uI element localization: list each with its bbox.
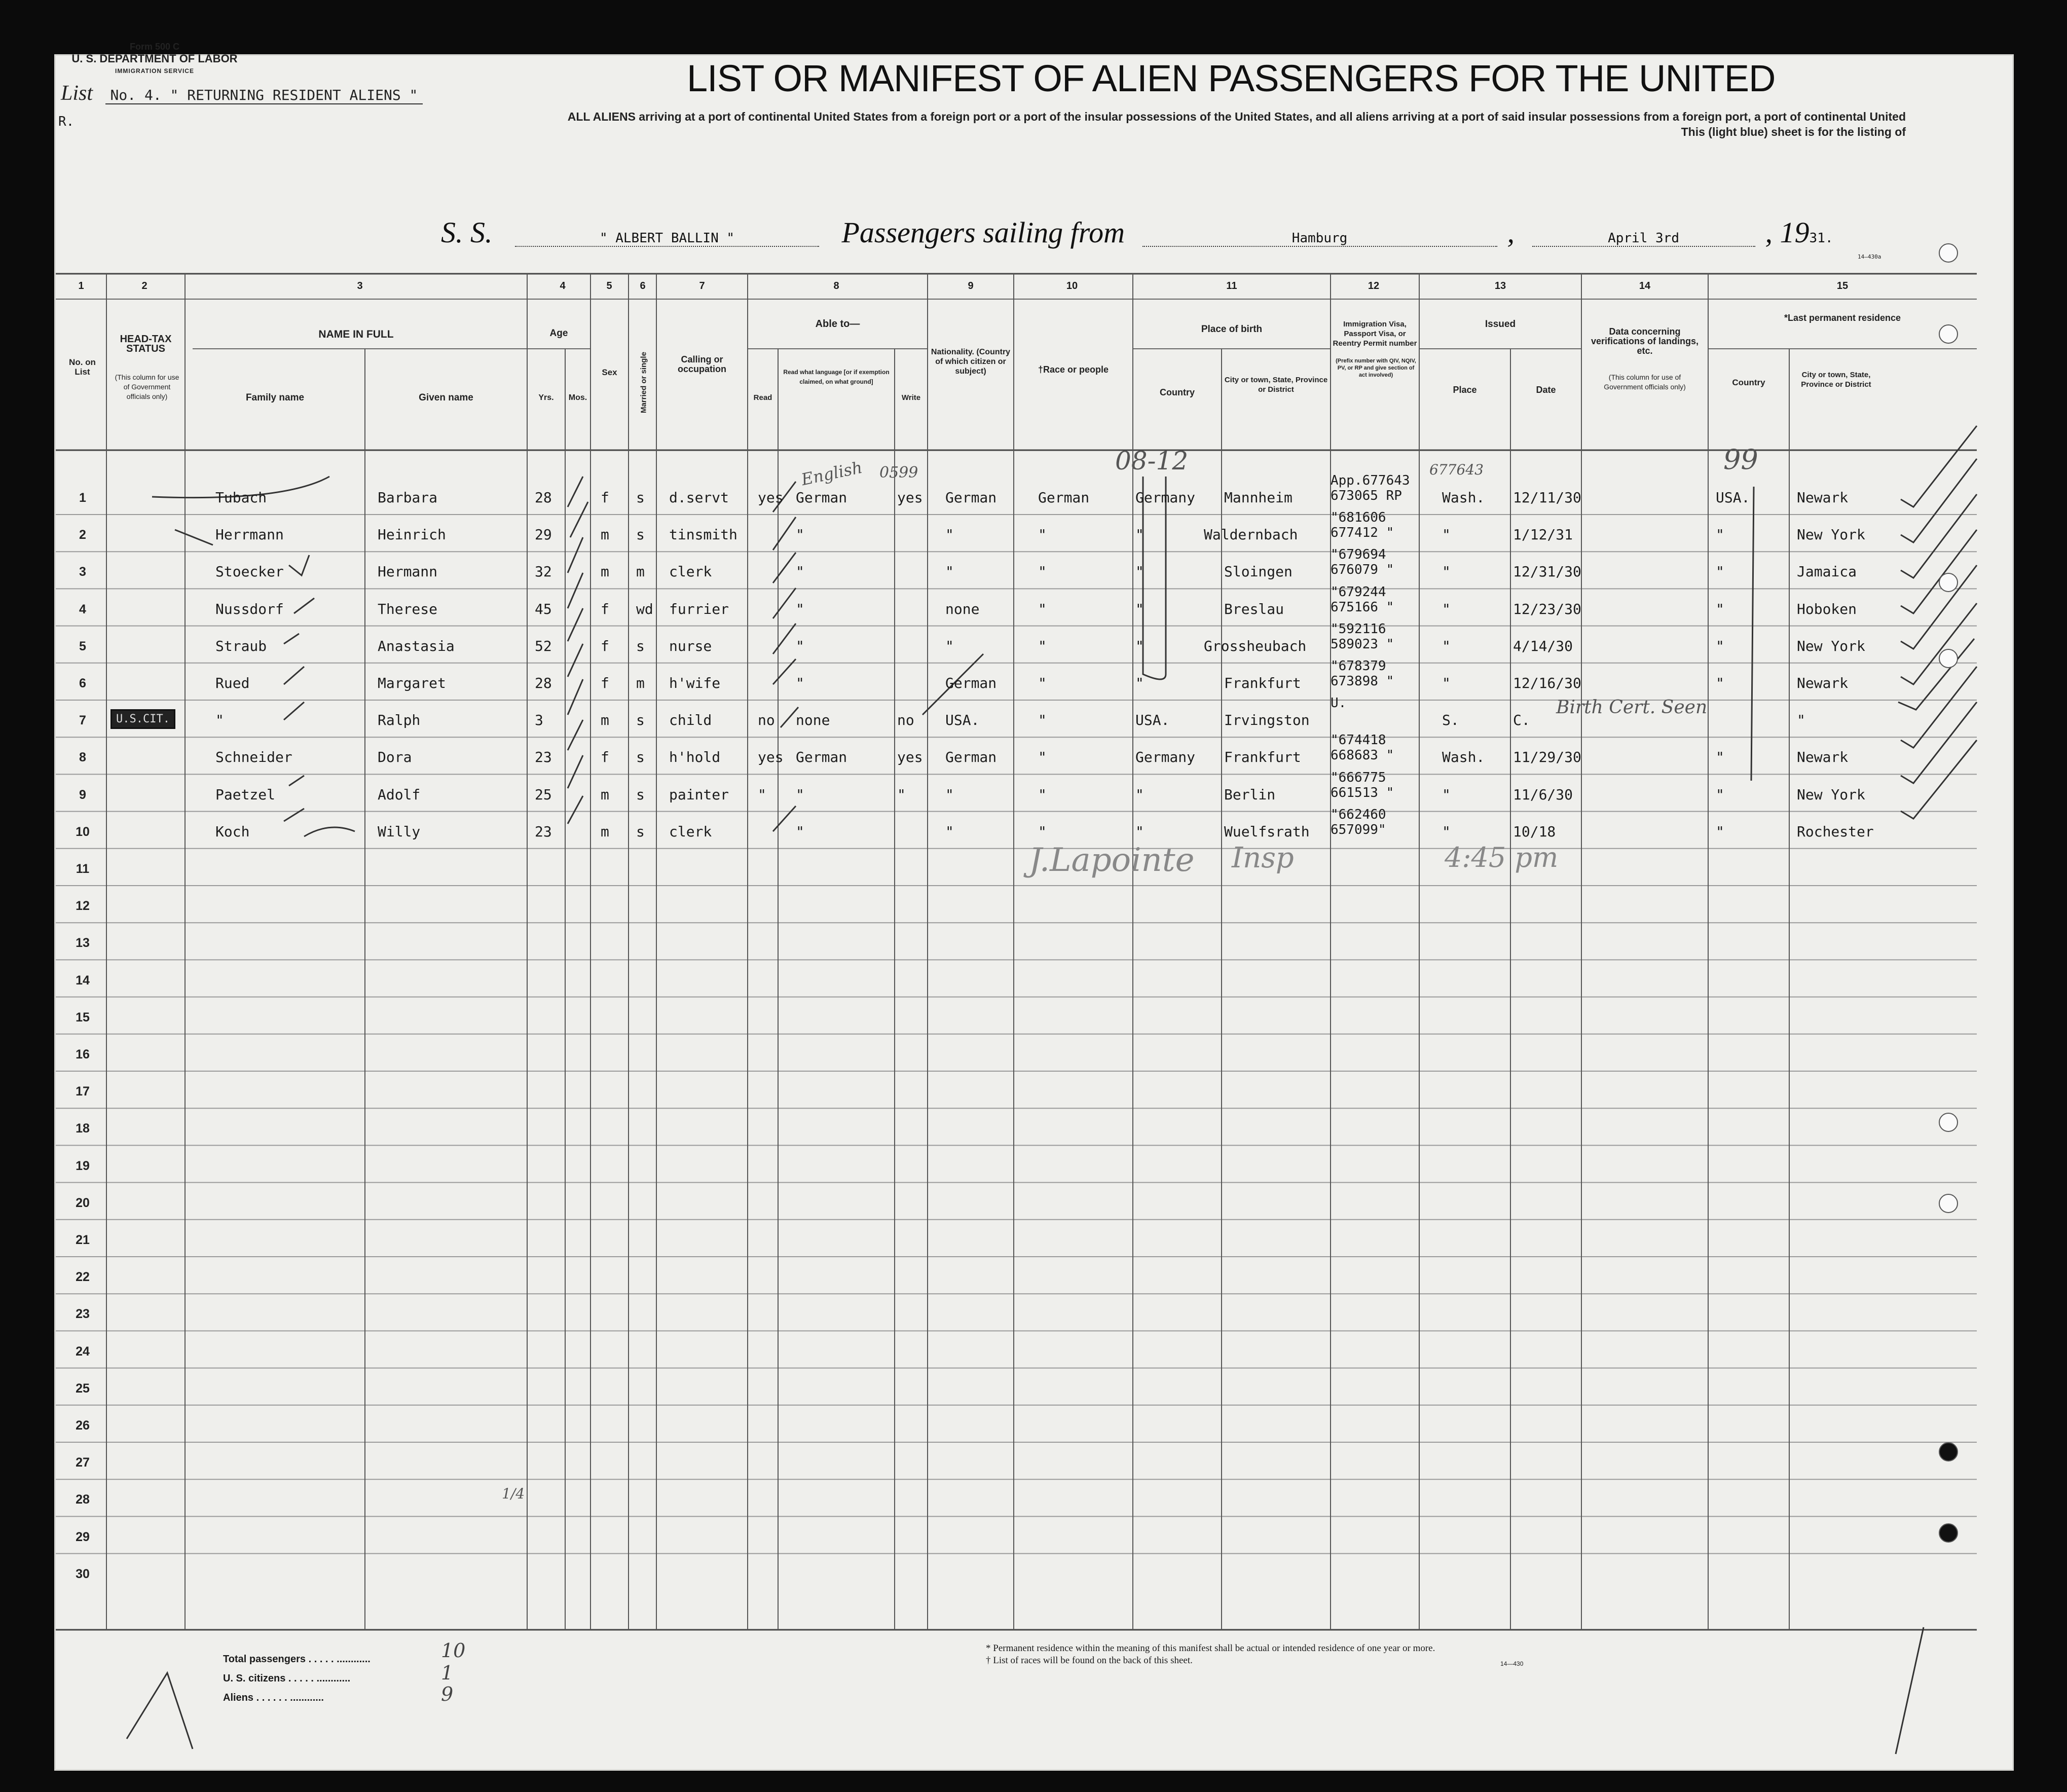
visa-number-cell: "592116 589023 "	[1331, 621, 1394, 652]
visa-number-cell: "681606 677412 "	[1331, 510, 1394, 541]
nationality-cell: German	[945, 489, 997, 506]
header-verifications-note: (This column for use of Government officials only)	[1604, 373, 1686, 391]
birth-city-cell: Breslau	[1224, 600, 1284, 617]
header-visa-note: (Prefix number with QIV, NQIV, PV, or RP and give section of act involved)	[1336, 358, 1416, 378]
nationality-cell: "	[945, 637, 954, 654]
residence-country-cell: "	[1716, 786, 1724, 803]
sex-cell: f	[601, 675, 609, 691]
sex-cell: f	[601, 600, 609, 617]
residence-country-cell: "	[1716, 749, 1724, 766]
row-number: 1	[79, 491, 86, 505]
row-number: 18	[76, 1121, 90, 1136]
issue-place-cell: "	[1442, 675, 1451, 691]
row-number: 14	[76, 973, 90, 988]
family-name-cell: Koch	[215, 823, 250, 840]
sex-cell: f	[601, 637, 609, 654]
birth-country-cell: USA.	[1135, 712, 1170, 729]
given-name-cell: Anastasia	[378, 637, 455, 654]
given-name-cell: Therese	[378, 600, 438, 617]
can-write-cell: yes	[897, 749, 923, 766]
list-label: List	[61, 82, 93, 105]
residence-city-cell: Rochester	[1797, 823, 1874, 840]
subtitle-line-1: ALL ALIENS arriving at a port of continental United States from a foreign port or a port of the insular possessions of the United States, and all aliens arriving at a port of said insular possessions from a foreign port, a port of continental United	[567, 110, 1906, 123]
row-number: 15	[76, 1010, 90, 1025]
issue-place-cell: "	[1442, 823, 1451, 840]
row-number: 28	[76, 1492, 90, 1507]
can-read-cell: no	[758, 712, 775, 729]
sex-cell: m	[601, 823, 609, 840]
hand-08-12: 08-12	[1115, 446, 1189, 476]
row-number: 27	[76, 1455, 90, 1470]
nationality-cell: "	[945, 823, 954, 840]
head-tax-stamp: U.S.CIT.	[110, 709, 175, 729]
residence-city-cell: Newark	[1797, 675, 1849, 691]
row-number: 10	[76, 824, 90, 839]
binder-hole	[1939, 573, 1958, 592]
visa-number-cell: "674418 668683 "	[1331, 733, 1394, 763]
header-residence-city: City or town, State, Province or District	[1801, 371, 1871, 389]
colnum-10: 10	[1066, 280, 1078, 291]
issue-date-cell: 11/6/30	[1513, 786, 1573, 803]
departure-date: April 3rd	[1532, 231, 1755, 247]
hand-insp: Insp	[1232, 842, 1294, 874]
read-language-cell: "	[796, 637, 804, 654]
row-number: 30	[76, 1566, 90, 1581]
age-years-cell: 28	[535, 675, 552, 691]
issue-place-cell: S.	[1442, 712, 1459, 729]
header-age-mos: Mos.	[568, 393, 587, 402]
header-residence-country: Country	[1732, 378, 1765, 387]
row-number: 17	[76, 1084, 90, 1099]
header-head-tax-note: (This column for use of Government officials only)	[115, 373, 179, 400]
family-name-cell: Rued	[215, 675, 250, 691]
can-read-cell: "	[758, 786, 766, 803]
issue-date-cell: 12/31/30	[1513, 563, 1581, 580]
occupation-cell: h'wife	[669, 675, 721, 691]
departure-port: Hamburg	[1142, 231, 1497, 247]
issue-date-cell: 10/18	[1513, 823, 1556, 840]
age-years-cell: 32	[535, 563, 552, 580]
service-name: IMMIGRATION SERVICE	[115, 67, 194, 75]
issue-place-cell: Wash.	[1442, 489, 1485, 506]
family-name-cell: Stoecker	[215, 563, 284, 580]
given-name-cell: Barbara	[378, 489, 438, 506]
colnum-15: 15	[1836, 280, 1849, 291]
header-birth-city: City or town, State, Province or District	[1224, 376, 1328, 394]
row-number: 16	[76, 1047, 90, 1062]
row-number: 22	[76, 1270, 90, 1285]
issue-date-cell: 1/12/31	[1513, 526, 1573, 543]
family-name-cell: Tubach	[215, 489, 267, 506]
row-number: 25	[76, 1381, 90, 1396]
occupation-cell: h'hold	[669, 749, 721, 766]
birth-city-cell: Berlin	[1224, 786, 1276, 803]
colnum-13: 13	[1494, 280, 1506, 291]
birth-country-cell: "	[1135, 675, 1144, 691]
read-language-cell: "	[796, 600, 804, 617]
colnum-2: 2	[141, 280, 147, 291]
read-language-cell: "	[796, 786, 804, 803]
side-code: 14—430a	[1858, 253, 1881, 260]
header-name-in-full: NAME IN FULL	[318, 328, 394, 340]
header-no-on-list: No. on List	[69, 357, 96, 377]
form-identifier	[58, 41, 251, 77]
sex-cell: m	[601, 563, 609, 580]
binder-hole	[1939, 649, 1958, 668]
read-language-cell: "	[796, 675, 804, 691]
age-years-cell: 25	[535, 786, 552, 803]
family-name-cell: "	[215, 712, 224, 729]
race-cell: "	[1038, 823, 1047, 840]
birth-city-cell: Frankfurt	[1224, 749, 1301, 766]
form-number: Form 500 C	[129, 42, 180, 52]
age-years-cell: 29	[535, 526, 552, 543]
residence-city-cell: New York	[1797, 786, 1865, 803]
sex-cell: m	[601, 712, 609, 729]
birth-city-cell: Sloingen	[1224, 563, 1293, 580]
subtitle-line-2: This (light blue) sheet is for the listing of	[1681, 125, 1906, 138]
residence-country-cell: "	[1716, 563, 1724, 580]
family-name-cell: Schneider	[215, 749, 292, 766]
year-prefix: 19	[1780, 216, 1810, 249]
sex-cell: f	[601, 489, 609, 506]
read-language-cell: "	[796, 563, 804, 580]
race-cell: "	[1038, 526, 1047, 543]
hand-birth-cert: Birth Cert. Seen	[1556, 697, 1708, 718]
issue-place-cell: "	[1442, 526, 1451, 543]
given-name-cell: Heinrich	[378, 526, 446, 543]
residence-city-cell: Hoboken	[1797, 600, 1857, 617]
binder-hole	[1939, 243, 1958, 263]
age-years-cell: 23	[535, 823, 552, 840]
header-read-language: Read what language [or if exemption claimed, on what ground]	[783, 369, 890, 385]
row-number: 19	[76, 1158, 90, 1173]
can-read-cell: yes	[758, 749, 784, 766]
header-place-of-birth: Place of birth	[1201, 324, 1263, 335]
read-language-cell: German	[796, 489, 847, 506]
header-age-yrs: Yrs.	[538, 393, 554, 402]
issue-place-cell: Wash.	[1442, 749, 1485, 766]
birth-city-cell: Irvingston	[1224, 712, 1310, 729]
marital-status-cell: s	[636, 712, 645, 729]
ss-label: S. S.	[441, 216, 493, 249]
header-write: Write	[901, 393, 921, 402]
colnum-8: 8	[833, 280, 839, 291]
list-line	[61, 81, 423, 105]
race-cell: "	[1038, 637, 1047, 654]
header-able-to: Able to—	[815, 318, 860, 330]
manifest-sheet	[56, 56, 2012, 1769]
nationality-cell: "	[945, 786, 954, 803]
header-visa: Immigration Visa, Passport Visa, or Reentry Permit number	[1333, 320, 1417, 348]
birth-city-cell: Frankfurt	[1224, 675, 1301, 691]
nationality-cell: USA.	[945, 712, 980, 729]
read-language-cell: "	[796, 526, 804, 543]
read-language-cell: none	[796, 712, 830, 729]
colnum-12: 12	[1368, 280, 1380, 291]
birth-city-cell: Mannheim	[1224, 489, 1293, 506]
residence-city-cell: "	[1797, 712, 1805, 729]
footnote-races: † List of races will be found on the back of this sheet.	[986, 1655, 1193, 1666]
colnum-14: 14	[1639, 280, 1651, 291]
can-write-cell: no	[897, 712, 914, 729]
hand-0599: 0599	[879, 464, 918, 482]
header-nationality: Nationality. (Country of which citizen or subject)	[931, 348, 1011, 376]
issue-date-cell: C.	[1513, 712, 1530, 729]
visa-number-cell: App.677643 673065 RP	[1331, 473, 1410, 503]
footnote-residence: * Permanent residence within the meaning of this manifest shall be actual or intended residence of one year or more.	[986, 1643, 1435, 1654]
issue-place-cell: "	[1442, 786, 1451, 803]
row-number: 20	[76, 1195, 90, 1210]
aliens-value: 9	[441, 1683, 454, 1705]
sex-cell: m	[601, 786, 609, 803]
marital-status-cell: s	[636, 823, 645, 840]
aliens-label: Aliens	[223, 1692, 254, 1703]
marital-status-cell: wd	[636, 600, 653, 617]
residence-city-cell: New York	[1797, 637, 1865, 654]
footnotes	[986, 1642, 1435, 1667]
page-title: LIST OR MANIFEST OF ALIEN PASSENGERS FOR THE UNITED	[687, 57, 1776, 99]
race-cell: German	[1038, 489, 1090, 506]
binder-hole	[1939, 1113, 1958, 1132]
birth-country-cell: "	[1135, 600, 1144, 617]
row-number: 8	[79, 750, 86, 765]
given-name-cell: Dora	[378, 749, 412, 766]
issue-date-cell: 12/23/30	[1513, 600, 1581, 617]
marital-status-cell: s	[636, 637, 645, 654]
sex-cell: m	[601, 526, 609, 543]
residence-country-cell: "	[1716, 675, 1724, 691]
header-birth-country: Country	[1160, 387, 1195, 397]
given-name-cell: Adolf	[378, 786, 421, 803]
marital-status-cell: s	[636, 749, 645, 766]
issue-date-cell: 12/16/30	[1513, 675, 1581, 691]
occupation-cell: clerk	[669, 823, 712, 840]
year-suffix: 31.	[1809, 231, 1833, 246]
us-citizens-value: 1	[441, 1662, 454, 1684]
header-occupation: Calling or occupation	[677, 354, 726, 374]
residence-city-cell: Newark	[1797, 749, 1849, 766]
header-married: Married or single	[639, 352, 648, 413]
issue-place-cell: "	[1442, 563, 1451, 580]
header-issued-place: Place	[1453, 385, 1477, 395]
ship-name: " ALBERT BALLIN "	[515, 231, 819, 247]
issue-date-cell: 11/29/30	[1513, 749, 1581, 766]
occupation-cell: nurse	[669, 637, 712, 654]
colnum-9: 9	[968, 280, 974, 291]
residence-country-cell: "	[1716, 600, 1724, 617]
visa-number-cell: U.	[1331, 696, 1347, 711]
race-cell: "	[1038, 749, 1047, 766]
row-number: 23	[76, 1307, 90, 1322]
race-cell: "	[1038, 786, 1047, 803]
visa-number-cell: "678379 673898 "	[1331, 659, 1394, 689]
marital-status-cell: s	[636, 786, 645, 803]
issue-date-cell: 4/14/30	[1513, 637, 1573, 654]
birth-country-cell: "	[1135, 526, 1144, 543]
issue-date-cell: 12/11/30	[1513, 489, 1581, 506]
marital-status-cell: m	[636, 675, 645, 691]
row-number: 26	[76, 1418, 90, 1433]
given-name-cell: Hermann	[378, 563, 438, 580]
sailing-label: Passengers sailing from	[841, 216, 1125, 249]
binder-hole	[1939, 1523, 1958, 1543]
header-race: †Race or people	[1038, 364, 1109, 375]
row-number: 3	[79, 565, 86, 579]
header-issued: Issued	[1485, 319, 1516, 330]
given-name-cell: Margaret	[378, 675, 446, 691]
hand-page-mark: 1/4	[502, 1485, 525, 1502]
marital-status-cell: m	[636, 563, 645, 580]
occupation-cell: furrier	[669, 600, 729, 617]
birth-city-cell: Grossheubach	[1204, 637, 1307, 654]
birth-country-cell: "	[1135, 786, 1144, 803]
r-label: R.	[58, 114, 75, 129]
race-cell: "	[1038, 600, 1047, 617]
birth-city-cell: Wuelfsrath	[1224, 823, 1310, 840]
residence-country-cell: "	[1716, 823, 1724, 840]
row-number: 5	[79, 639, 86, 653]
age-years-cell: 23	[535, 749, 552, 766]
occupation-cell: d.servt	[669, 489, 729, 506]
header-sex: Sex	[602, 368, 617, 377]
occupation-cell: painter	[669, 786, 729, 803]
header-last-residence: *Last permanent residence	[1784, 313, 1901, 323]
ship-line: S. S. " ALBERT BALLIN " Passengers sailing from Hamburg , April 3rd , 1931.	[441, 216, 1833, 249]
visa-number-cell: "662460 657099"	[1331, 807, 1386, 837]
colnum-6: 6	[640, 280, 646, 291]
row-number: 7	[79, 713, 86, 728]
department-name: U. S. DEPARTMENT OF LABOR	[71, 52, 238, 65]
row-number: 21	[76, 1233, 90, 1247]
given-name-cell: Ralph	[378, 712, 421, 729]
visa-number-cell: "679694 676079 "	[1331, 547, 1394, 578]
header-family-name: Family name	[245, 392, 305, 403]
age-years-cell: 45	[535, 600, 552, 617]
header-head-tax: HEAD-TAX STATUS	[120, 334, 172, 354]
visa-number-cell: "666775 661513 "	[1331, 770, 1394, 800]
header-given-name: Given name	[419, 392, 473, 403]
nationality-cell: none	[945, 600, 980, 617]
row-number: 2	[79, 528, 86, 542]
marital-status-cell: s	[636, 489, 645, 506]
row-number: 11	[76, 862, 90, 876]
binder-hole	[1939, 1442, 1958, 1461]
hand-inspector-signature: J.Lapointe	[1029, 842, 1195, 879]
occupation-cell: clerk	[669, 563, 712, 580]
hand-99: 99	[1723, 444, 1758, 476]
residence-city-cell: Jamaica	[1797, 563, 1857, 580]
colnum-7: 7	[699, 280, 705, 291]
totals-block: Total passengers . . . . . ............ 10 U. S. citizens . . . . . ............ 1 Aliens . . . . . . ............ 9	[223, 1639, 466, 1705]
family-name-cell: Paetzel	[215, 786, 276, 803]
residence-city-cell: New York	[1797, 526, 1865, 543]
nationality-cell: "	[945, 563, 954, 580]
birth-country-cell: Germany	[1135, 749, 1196, 766]
issue-place-cell: "	[1442, 600, 1451, 617]
binder-hole	[1939, 1194, 1958, 1213]
row-number: 9	[79, 787, 86, 802]
total-passengers-label: Total passengers	[223, 1654, 306, 1665]
row-number: 13	[76, 936, 90, 950]
us-citizens-label: U. S. citizens	[223, 1673, 286, 1684]
family-name-cell: Straub	[215, 637, 267, 654]
residence-country-cell: "	[1716, 526, 1724, 543]
subtitle	[335, 109, 1906, 139]
can-write-cell: "	[897, 786, 906, 803]
colnum-4: 4	[560, 280, 566, 291]
header-verifications: Data concerning verifications of landings, etc.	[1591, 326, 1699, 356]
list-value: No. 4. " RETURNING RESIDENT ALIENS "	[105, 87, 423, 104]
nationality-cell: German	[945, 675, 997, 691]
colnum-1: 1	[78, 280, 84, 291]
total-passengers-value: 10	[441, 1639, 466, 1662]
hand-english: English	[799, 457, 864, 490]
birth-city-cell: Waldernbach	[1204, 526, 1298, 543]
row-number: 12	[76, 899, 90, 913]
age-years-cell: 3	[535, 712, 543, 729]
header-issued-date: Date	[1536, 385, 1556, 395]
birth-country-cell: "	[1135, 823, 1144, 840]
birth-country-cell: "	[1135, 637, 1144, 654]
header-age: Age	[549, 328, 568, 339]
nationality-cell: German	[945, 749, 997, 766]
family-name-cell: Nussdorf	[215, 600, 284, 617]
nationality-cell: "	[945, 526, 954, 543]
hand-time: 4:45 pm	[1445, 842, 1559, 873]
marital-status-cell: s	[636, 526, 645, 543]
colnum-11: 11	[1226, 280, 1237, 291]
visa-number-cell: "679244 675166 "	[1331, 584, 1394, 615]
row-number: 24	[76, 1344, 90, 1359]
can-read-cell: yes	[758, 489, 784, 506]
birth-country-cell: Germany	[1135, 489, 1196, 506]
colnum-3: 3	[357, 280, 363, 291]
occupation-cell: child	[669, 712, 712, 729]
read-language-cell: German	[796, 749, 847, 766]
row-number: 29	[76, 1529, 90, 1544]
hand-677643: 677643	[1429, 461, 1484, 478]
colnum-5: 5	[606, 280, 612, 291]
residence-country-cell: USA.	[1716, 489, 1750, 506]
bottom-code: 14—430	[1500, 1660, 1524, 1667]
sex-cell: f	[601, 749, 609, 766]
header-read: Read	[753, 393, 772, 402]
issue-place-cell: "	[1442, 637, 1451, 654]
birth-country-cell: "	[1135, 563, 1144, 580]
race-cell: "	[1038, 712, 1047, 729]
age-years-cell: 52	[535, 637, 552, 654]
residence-country-cell: "	[1716, 637, 1724, 654]
occupation-cell: tinsmith	[669, 526, 737, 543]
family-name-cell: Herrmann	[215, 526, 284, 543]
can-write-cell: yes	[897, 489, 923, 506]
residence-city-cell: Newark	[1797, 489, 1849, 506]
row-number: 6	[79, 676, 86, 690]
row-number: 4	[79, 602, 86, 616]
age-years-cell: 28	[535, 489, 552, 506]
read-language-cell: "	[796, 823, 804, 840]
given-name-cell: Willy	[378, 823, 421, 840]
race-cell: "	[1038, 563, 1047, 580]
binder-hole	[1939, 324, 1958, 344]
race-cell: "	[1038, 675, 1047, 691]
